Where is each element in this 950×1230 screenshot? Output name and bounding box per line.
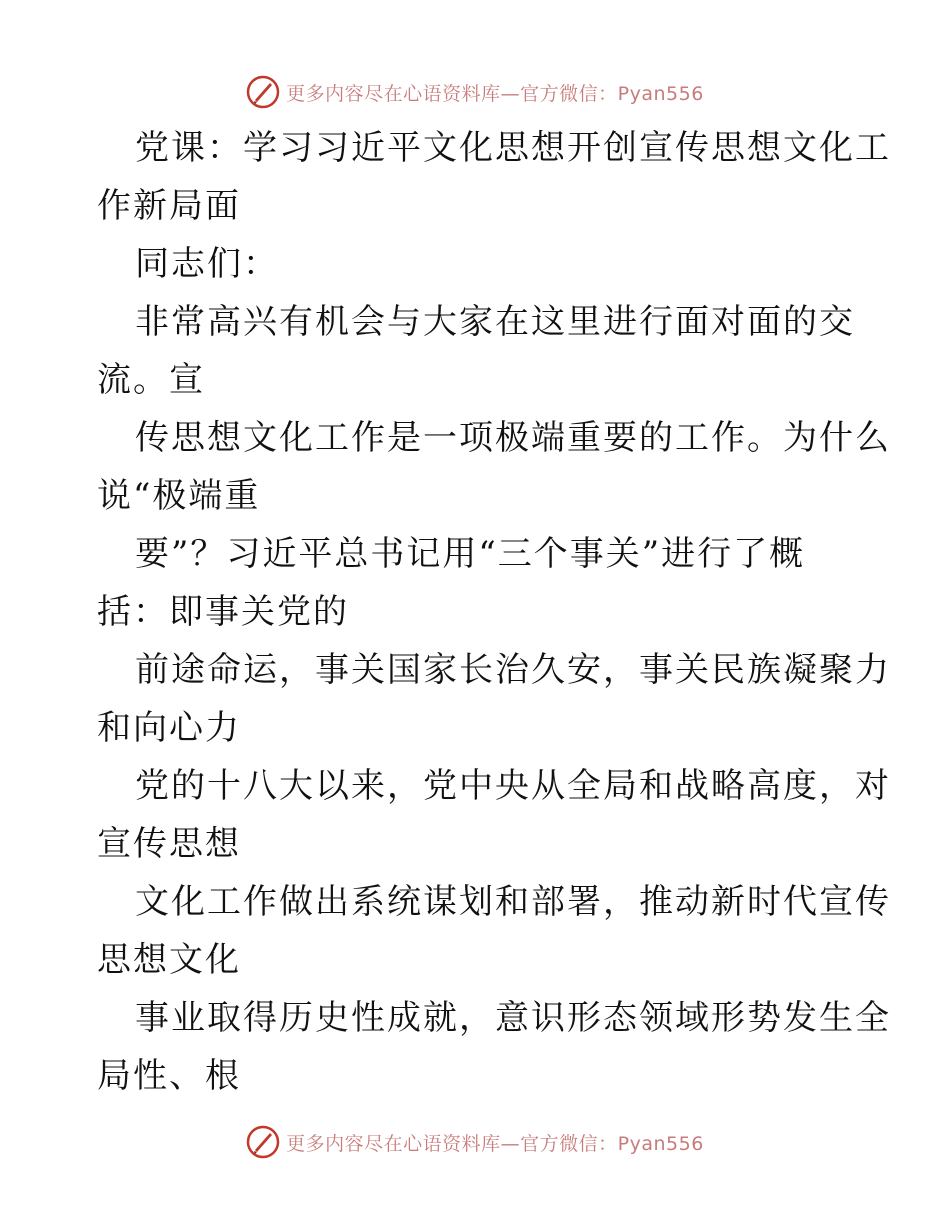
line-10: 前途命运，事关国家长治久安，事关民族凝聚力 (135, 650, 891, 690)
line-6: 传思想文化工作是一项极端重要的工作。为什么 (135, 418, 891, 458)
line-13: 宣传思想 (97, 824, 241, 864)
header-banner (0, 72, 950, 112)
line-3: 同志们： (135, 244, 279, 284)
line-8: 要”？习近平总书记用“三个事关”进行了概 (135, 534, 806, 574)
line-9: 括：即事关党的 (97, 592, 349, 632)
line-12: 党的十八大以来，党中央从全局和战略高度，对 (135, 766, 891, 806)
line-7: 说“极端重 (97, 476, 261, 516)
line-4: 非常高兴有机会与大家在这里进行面对面的交 (135, 302, 855, 342)
banner-text: 更多内容尽在心语资料库—官方微信：Pyan556 (286, 1132, 704, 1155)
quill-logo-icon (246, 75, 280, 109)
line-15: 思想文化 (97, 940, 241, 980)
line-2: 作新局面 (97, 186, 241, 226)
line-17: 局性、根 (97, 1056, 241, 1096)
banner-text: 更多内容尽在心语资料库—官方微信：Pyan556 (286, 82, 704, 105)
line-11: 和向心力 (97, 708, 241, 748)
line-14: 文化工作做出系统谋划和部署，推动新时代宣传 (135, 882, 891, 922)
footer-banner (0, 1122, 950, 1162)
line-5: 流。宣 (97, 360, 205, 400)
line-16: 事业取得历史性成就，意识形态领域形势发生全 (135, 998, 891, 1038)
line-1: 党课：学习习近平文化思想开创宣传思想文化工 (135, 128, 891, 168)
document-body (97, 119, 891, 1105)
quill-logo-icon (246, 1125, 280, 1159)
